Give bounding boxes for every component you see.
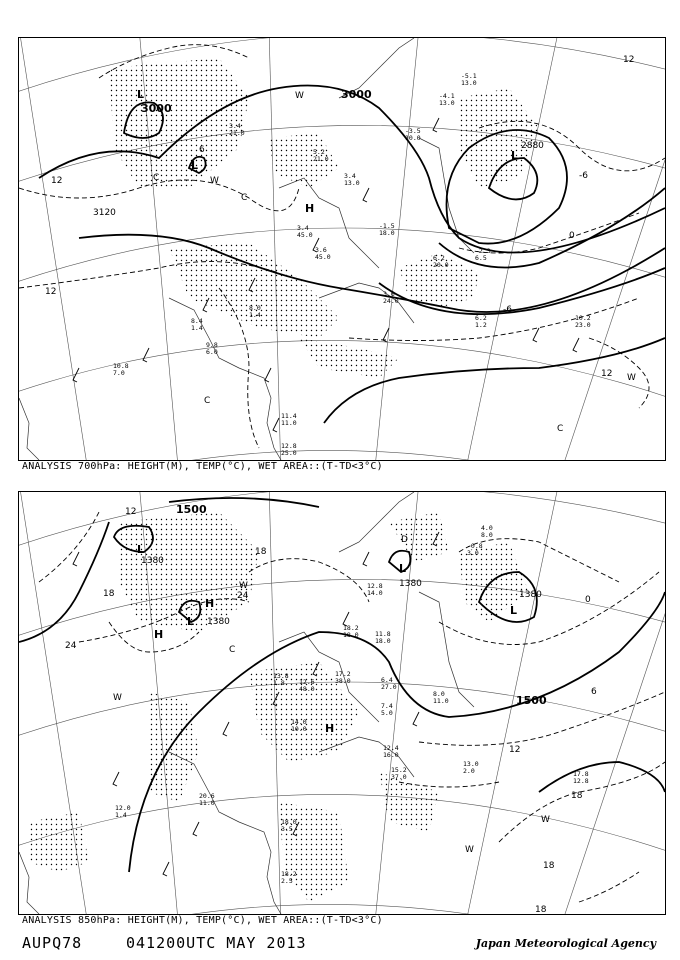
station-temp: 12.4 [383, 744, 399, 752]
station-dewpoint-depression: 45.0 [297, 231, 313, 239]
isotherm-label: 12 [51, 176, 63, 186]
station-temp: -0.8 [467, 542, 483, 550]
station-temp: -5.1 [461, 72, 477, 80]
station-dewpoint-depression: 10.0 [405, 134, 421, 142]
height-label: 1380 [207, 617, 230, 627]
height-label: 1500 [516, 694, 547, 707]
isotherm-label: 6 [199, 145, 205, 155]
wet-areas-700 [109, 58, 539, 378]
station-dewpoint-depression: 13.0 [344, 179, 360, 187]
warm-center-label: W [210, 176, 219, 186]
warm-center-label: W [113, 693, 122, 703]
isotherm-label: 18 [535, 905, 547, 914]
station-temp: 18.2 [281, 870, 297, 878]
station-dewpoint-depression: 2.5 [281, 877, 293, 885]
station-dewpoint-depression: 23.0 [575, 321, 591, 329]
station-dewpoint-depression: 48.0 [299, 685, 315, 693]
bulletin-id: AUPQ78 [22, 934, 83, 952]
station-dewpoint-depression: 2.0 [463, 767, 475, 775]
station-temp: 6.4 [381, 676, 393, 684]
map-panel-850hpa [18, 491, 666, 915]
station-temp: 17.2 [335, 670, 351, 678]
isotherm-label: -6 [579, 171, 588, 181]
station-temp: 9.8 [206, 341, 218, 349]
station-temp: 12.8 [367, 582, 383, 590]
station-temp: 13.8 [273, 672, 289, 680]
station-dewpoint-depression: 18.0 [375, 637, 391, 645]
warm-center-label: W [295, 91, 304, 101]
dry-area-label: D [401, 535, 408, 545]
station-temp: 14.0 [291, 718, 307, 726]
height-label: 1380 [519, 590, 542, 600]
panel-caption-700hpa: ANALYSIS 700hPa: HEIGHT(M), TEMP(°C), WET AREA::(T-TD<3°C) [22, 461, 383, 472]
station-temp: 4.0 [481, 524, 493, 532]
station-temp: -2.3 [475, 247, 491, 255]
cold-center-label: C [241, 193, 248, 203]
station-temp: 6.2 [475, 314, 487, 322]
agency-name: Japan Meteorological Agency [475, 937, 656, 950]
station-dewpoint-depression: 21.0 [313, 155, 329, 163]
station-dewpoint-depression: 18.0 [343, 631, 359, 639]
station-temp: 18.2 [343, 624, 359, 632]
station-temp: 18.0 [281, 818, 297, 826]
station-dewpoint-depression: 13.0 [461, 79, 477, 87]
station-temp: 15.2 [391, 766, 407, 774]
station-temp: -4.1 [439, 92, 455, 100]
isotherm-label: 6 [591, 687, 597, 697]
station-dewpoint-depression: 16.0 [383, 751, 399, 759]
station-dewpoint-depression: 45.0 [315, 253, 331, 261]
station-dewpoint-depression: 20.0 [433, 261, 449, 269]
station-dewpoint-depression: 3.0 [467, 549, 479, 557]
isotherm-label: 12 [623, 55, 635, 65]
station-temp: 3.4 [344, 172, 356, 180]
station-temp: 12.6 [299, 678, 315, 686]
station-temp: 3.6 [383, 290, 395, 298]
isotherm-label: 0 [569, 231, 575, 241]
station-temp: 17.8 [573, 770, 589, 778]
valid-time: 041200UTC MAY 2013 [126, 934, 307, 952]
station-dewpoint-depression: 8.0 [481, 531, 493, 539]
station-temp: 12.0 [115, 804, 131, 812]
warm-center-label: W [627, 373, 636, 383]
station-dewpoint-depression: 1.4 [115, 811, 127, 819]
low-center-label: L [191, 159, 199, 172]
height-label: 3000 [141, 102, 172, 115]
station-dewpoint-depression: 38.0 [335, 677, 351, 685]
station-temp: 3.4 [297, 224, 309, 232]
station-dewpoint-depression: 6.0 [206, 348, 218, 356]
height-label: 1380 [399, 579, 422, 589]
station-dewpoint-depression: 11.0 [281, 419, 297, 427]
isotherm-label: 0 [585, 595, 591, 605]
height-label: 3000 [341, 88, 372, 101]
station-dewpoint-depression: 11.0 [433, 697, 449, 705]
station-dewpoint-depression: 7.0 [113, 369, 125, 377]
station-dewpoint-depression: 27.0 [381, 683, 397, 691]
isotherm-label: 24 [65, 641, 77, 651]
station-temp: 5.2 [313, 148, 325, 156]
warm-center-label: W [465, 845, 474, 855]
station-temp: 13.0 [463, 760, 479, 768]
station-temp: 10.2 [575, 314, 591, 322]
high-center-label: H [305, 202, 315, 215]
high-center-label: H [325, 722, 335, 735]
panel-caption-850hpa: ANALYSIS 850hPa: HEIGHT(M), TEMP(°C), WET AREA::(T-TD<3°C) [22, 915, 383, 926]
high-center-label: H [205, 597, 215, 610]
low-center-label: L [510, 604, 518, 617]
isotherm-label: 18 [543, 861, 555, 871]
station-dewpoint-depression: 12.8 [573, 777, 589, 785]
station-dewpoint-depression: 37.0 [391, 773, 407, 781]
station-temp: 20.6 [199, 792, 215, 800]
cold-center-label: C [557, 424, 564, 434]
station-temp: 11.8 [375, 630, 391, 638]
station-temp: -3.5 [405, 127, 421, 135]
cold-center-label: C [204, 396, 211, 406]
station-dewpoint-depression: 25.0 [281, 449, 297, 457]
station-temp: 8.4 [191, 317, 203, 325]
low-center-label: L [511, 149, 519, 162]
station-temp: 11.4 [281, 412, 297, 420]
station-dewpoint-depression: 21.0 [229, 129, 245, 137]
warm-center-label: W [239, 581, 248, 591]
station-dewpoint-depression: 10.0 [291, 725, 307, 733]
station-dewpoint-depression: 13.0 [439, 99, 455, 107]
low-center-label: L [137, 543, 145, 556]
low-center-label: L [187, 615, 195, 628]
height-label: 1500 [176, 503, 207, 516]
station-dewpoint-depression: 14.0 [367, 589, 383, 597]
isotherm-label: 12 [125, 507, 137, 517]
isotherm-label: 12 [45, 287, 57, 297]
station-temp: 3.6 [315, 246, 327, 254]
station-dewpoint-depression: 3.5 [281, 825, 293, 833]
station-temp: 8.0 [433, 690, 445, 698]
high-center-label: H [154, 628, 164, 641]
wet-areas-850 [29, 512, 529, 902]
station-temp: -1.5 [379, 222, 395, 230]
low-center-label: L [399, 562, 407, 575]
cold-center-label: C [229, 645, 236, 655]
station-temp: 3.4 [229, 122, 241, 130]
station-temp: 12.8 [281, 442, 297, 450]
isotherm-label: 18 [571, 791, 583, 801]
station-temp: 8.0 [249, 304, 261, 312]
station-dewpoint-depression: 1.4 [249, 311, 261, 319]
isotherm-label: -6 [503, 305, 512, 315]
station-temp: 10.8 [113, 362, 129, 370]
map-panel-700hpa [18, 37, 666, 461]
height-label: 1380 [141, 556, 164, 566]
map-700hpa-svg [19, 38, 665, 460]
isotherm-label: 12 [601, 369, 613, 379]
low-center-label: L [137, 88, 145, 101]
station-dewpoint-depression: 6.5 [475, 254, 487, 262]
warm-center-label: W [541, 815, 550, 825]
cold-center-label: C [153, 173, 160, 183]
station-dewpoint-depression: 24.0 [383, 297, 399, 305]
station-dewpoint-depression: 18.0 [379, 229, 395, 237]
isotherm-label: 12 [509, 745, 521, 755]
station-dewpoint-depression: 1.8 [273, 679, 285, 687]
map-850hpa-svg [19, 492, 665, 914]
station-dewpoint-depression: 5.0 [381, 709, 393, 717]
station-dewpoint-depression: 11.0 [199, 799, 215, 807]
isotherm-label: 18 [103, 589, 115, 599]
station-temp: 7.4 [381, 702, 393, 710]
isotherm-label: 24 [237, 591, 249, 601]
station-dewpoint-depression: 1.4 [191, 324, 203, 332]
isotherm-label: 18 [255, 547, 267, 557]
station-dewpoint-depression: 1.2 [475, 321, 487, 329]
station-temp: 6.2 [433, 254, 445, 262]
height-label: 2880 [521, 141, 544, 151]
height-label: 3120 [93, 208, 116, 218]
